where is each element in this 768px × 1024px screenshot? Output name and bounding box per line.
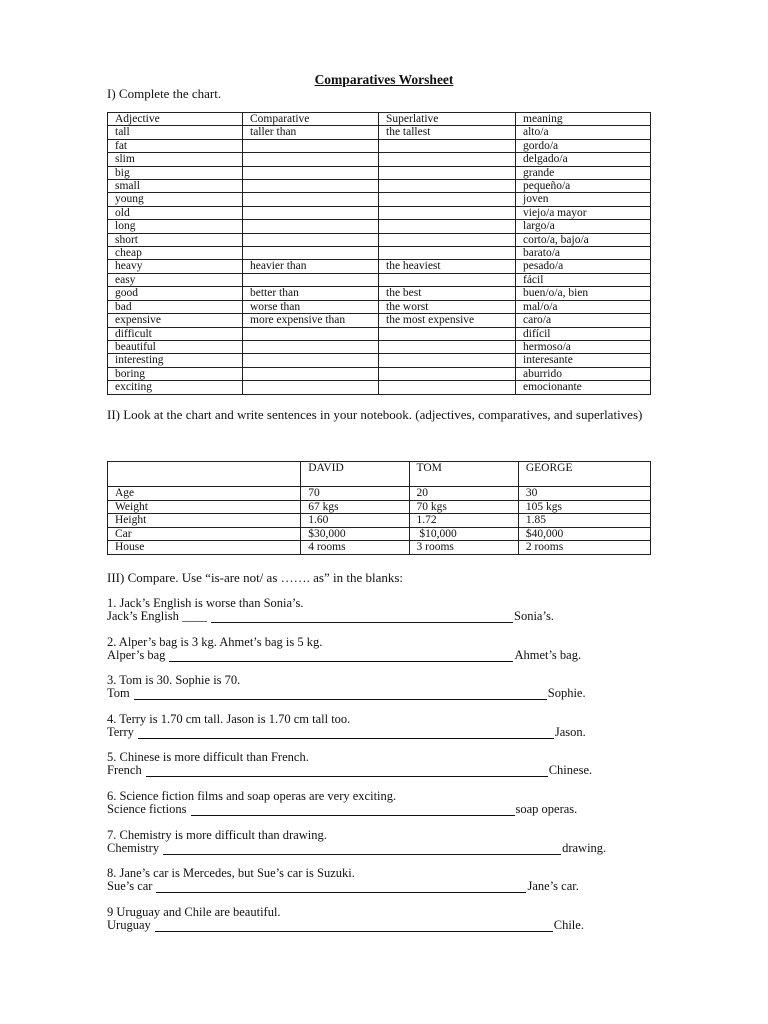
table-row	[108, 527, 651, 541]
answer-blank[interactable]	[155, 921, 553, 932]
exercise-start: Chemistry	[107, 840, 160, 855]
table-cell: delgado/a	[516, 153, 651, 166]
table-cell	[243, 327, 379, 340]
exercise-start: Science fictions	[107, 802, 187, 816]
exercise-item	[107, 906, 607, 932]
table-cell: the most expensive	[379, 314, 516, 327]
table-row	[108, 180, 651, 193]
table-cell: largo/a	[516, 220, 651, 233]
table-row	[108, 260, 651, 273]
page-title: Comparatives Worsheet	[314, 72, 454, 87]
table-cell: tall	[108, 126, 243, 139]
exercise-item	[107, 751, 607, 777]
chart-header-row	[108, 113, 651, 126]
table-cell	[379, 273, 516, 286]
table-cell	[243, 381, 379, 394]
table-cell	[243, 273, 379, 286]
table-cell	[379, 139, 516, 152]
answer-blank[interactable]	[191, 805, 515, 816]
table-cell: $10,000	[409, 527, 518, 541]
table-cell: big	[108, 166, 243, 179]
answer-blank[interactable]	[146, 766, 548, 777]
table-cell	[243, 206, 379, 219]
exercise-start: Jack’s English ____	[107, 609, 207, 623]
table-cell	[379, 354, 516, 367]
table-row	[108, 327, 651, 340]
table-row	[108, 487, 651, 501]
table-cell: long	[108, 220, 243, 233]
table-cell: young	[108, 193, 243, 206]
table-cell	[243, 340, 379, 353]
table-cell	[243, 367, 379, 380]
exercise-start: Sue’s car	[107, 879, 153, 894]
exercise-end: Chinese.	[548, 763, 593, 778]
table-cell	[379, 233, 516, 246]
exercise-item	[107, 829, 607, 855]
table-cell: heavier than	[243, 260, 379, 273]
table-cell: exciting	[108, 381, 243, 394]
section1-heading: I) Complete the chart.	[107, 86, 222, 101]
answer-blank[interactable]	[163, 844, 561, 855]
table-cell	[379, 247, 516, 260]
table-cell	[379, 327, 516, 340]
table-row	[108, 247, 651, 260]
table-cell: expensive	[108, 314, 243, 327]
exercise-start: French	[107, 763, 142, 778]
table-cell: the heaviest	[379, 260, 516, 273]
table-row	[108, 314, 651, 327]
people-header-cell: GEORGE	[518, 462, 650, 487]
chart-header-cell: Comparative	[243, 113, 379, 126]
exercise-answer-line	[107, 880, 607, 893]
table-cell: difícil	[516, 327, 651, 340]
table-cell: easy	[108, 273, 243, 286]
exercise-item	[107, 790, 607, 816]
table-cell: old	[108, 206, 243, 219]
table-row	[108, 193, 651, 206]
table-row	[108, 287, 651, 300]
exercise-sentence: 6. Science fiction films and soap operas are very exciting.	[107, 789, 397, 803]
adjective-chart	[107, 112, 651, 395]
chart-header-cell: Adjective	[108, 113, 243, 126]
table-cell: more expensive than	[243, 314, 379, 327]
table-cell: 4 rooms	[301, 541, 409, 555]
table-cell: pequeño/a	[516, 180, 651, 193]
table-cell: mal/o/a	[516, 300, 651, 313]
answer-blank[interactable]	[134, 689, 547, 700]
answer-blank[interactable]	[156, 882, 526, 893]
exercise-start: Uruguay	[107, 917, 151, 932]
table-cell: 1.85	[518, 514, 650, 528]
section3-heading: III) Compare. Use “is-are not/ as ……. as” in the blanks:	[107, 570, 404, 585]
table-cell: short	[108, 233, 243, 246]
table-cell: alto/a	[516, 126, 651, 139]
table-cell: interesante	[516, 354, 651, 367]
exercise-start: Tom	[107, 686, 130, 701]
exercise-sentence: 9 Uruguay and Chile are beautiful.	[107, 904, 281, 919]
table-cell: small	[108, 180, 243, 193]
table-row	[108, 139, 651, 152]
table-cell: House	[108, 541, 301, 555]
people-header-cell: TOM	[409, 462, 518, 487]
table-row	[108, 541, 651, 555]
table-row	[108, 206, 651, 219]
table-row	[108, 340, 651, 353]
answer-blank[interactable]	[211, 612, 513, 623]
table-cell	[243, 220, 379, 233]
answer-blank[interactable]	[169, 651, 513, 662]
exercise-answer-line	[107, 764, 607, 777]
exercise-answer-line	[107, 726, 607, 739]
table-cell: interesting	[108, 354, 243, 367]
table-cell: better than	[243, 287, 379, 300]
table-cell: cheap	[108, 247, 243, 260]
people-header-cell	[108, 462, 301, 487]
exercise-item	[107, 713, 607, 739]
table-cell: 105 kgs	[518, 500, 650, 514]
exercise-sentence: 2. Alper’s bag is 3 kg. Ahmet’s bag is 5 kg.	[107, 634, 323, 649]
exercise-end: Chile.	[553, 917, 584, 932]
table-cell: barato/a	[516, 247, 651, 260]
table-row	[108, 500, 651, 514]
table-cell	[243, 139, 379, 152]
exercise-end: Jason.	[554, 724, 586, 739]
table-cell: pesado/a	[516, 260, 651, 273]
table-cell: Car	[108, 527, 301, 541]
section2-heading: II) Look at the chart and write sentences in your notebook. (adjectives, comparatives, and superlatives)	[107, 407, 643, 422]
table-cell: boring	[108, 367, 243, 380]
exercise-sentence: 1. Jack’s English is worse than Sonia’s.	[107, 596, 304, 610]
table-cell: Age	[108, 487, 301, 501]
table-row	[108, 514, 651, 528]
table-cell: hermoso/a	[516, 340, 651, 353]
people-header-cell: DAVID	[301, 462, 409, 487]
exercise-sentence: 7. Chemistry is more difficult than drawing.	[107, 827, 327, 842]
table-cell	[379, 153, 516, 166]
exercise-answer-line	[107, 919, 607, 932]
table-cell: 20	[409, 487, 518, 501]
table-cell: 67 kgs	[301, 500, 409, 514]
table-cell: $30,000	[301, 527, 409, 541]
table-row	[108, 233, 651, 246]
table-cell: 70	[301, 487, 409, 501]
table-cell: 70 kgs	[409, 500, 518, 514]
table-cell	[379, 193, 516, 206]
exercise-answer-line	[107, 610, 607, 623]
people-header-row	[108, 462, 651, 487]
exercise-end: Sophie.	[547, 686, 586, 701]
table-cell	[379, 166, 516, 179]
table-cell	[243, 247, 379, 260]
exercise-sentence: 4. Terry is 1.70 cm tall. Jason is 1.70 cm tall too.	[107, 711, 351, 726]
exercise-sentence: 3. Tom is 30. Sophie is 70.	[107, 673, 241, 688]
exercise-sentence: 8. Jane’s car is Mercedes, but Sue’s car is Suzuki.	[107, 866, 355, 881]
exercise-end: Sonia’s.	[514, 609, 554, 623]
exercise-item	[107, 867, 607, 893]
table-cell: beautiful	[108, 340, 243, 353]
table-cell: 30	[518, 487, 650, 501]
exercise-end: drawing.	[562, 840, 607, 855]
table-cell: corto/a, bajo/a	[516, 233, 651, 246]
table-cell: 1.72	[409, 514, 518, 528]
table-row	[108, 381, 651, 394]
table-cell: the best	[379, 287, 516, 300]
table-cell: emocionante	[516, 381, 651, 394]
table-cell: taller than	[243, 126, 379, 139]
exercise-end: Jane’s car.	[527, 879, 579, 894]
table-cell: fat	[108, 139, 243, 152]
table-cell: $40,000	[518, 527, 650, 541]
table-cell: difficult	[108, 327, 243, 340]
exercise-item	[107, 597, 607, 623]
exercise-start: Alper’s bag	[107, 647, 166, 662]
table-row	[108, 300, 651, 313]
table-cell	[243, 354, 379, 367]
exercise-answer-line	[107, 803, 607, 816]
table-row	[108, 354, 651, 367]
table-cell: 1.60	[301, 514, 409, 528]
exercise-end: Ahmet’s bag.	[514, 647, 582, 662]
chart-header-cell: meaning	[516, 113, 651, 126]
table-row	[108, 166, 651, 179]
exercise-answer-line	[107, 687, 607, 700]
table-cell: 3 rooms	[409, 541, 518, 555]
table-cell	[243, 233, 379, 246]
table-row	[108, 126, 651, 139]
table-cell	[379, 340, 516, 353]
table-cell: caro/a	[516, 314, 651, 327]
table-cell: the worst	[379, 300, 516, 313]
table-cell: Height	[108, 514, 301, 528]
exercise-item	[107, 674, 607, 700]
table-cell	[379, 220, 516, 233]
table-cell: bad	[108, 300, 243, 313]
table-row	[108, 367, 651, 380]
table-row	[108, 153, 651, 166]
exercise-sentence: 5. Chinese is more difficult than French.	[107, 750, 309, 765]
table-cell	[243, 166, 379, 179]
table-cell	[243, 153, 379, 166]
table-cell: viejo/a mayor	[516, 206, 651, 219]
table-cell: slim	[108, 153, 243, 166]
table-row	[108, 273, 651, 286]
table-cell: aburrido	[516, 367, 651, 380]
table-cell: 2 rooms	[518, 541, 650, 555]
exercise-answer-line	[107, 842, 607, 855]
table-cell: Weight	[108, 500, 301, 514]
table-cell: heavy	[108, 260, 243, 273]
exercise-item	[107, 636, 607, 662]
table-cell: good	[108, 287, 243, 300]
table-cell: worse than	[243, 300, 379, 313]
table-cell: buen/o/a, bien	[516, 287, 651, 300]
table-cell	[243, 180, 379, 193]
table-cell	[243, 193, 379, 206]
table-cell: grande	[516, 166, 651, 179]
table-cell: joven	[516, 193, 651, 206]
table-cell	[379, 367, 516, 380]
people-chart	[107, 461, 651, 555]
table-cell	[379, 381, 516, 394]
table-cell: fácil	[516, 273, 651, 286]
answer-blank[interactable]	[138, 728, 554, 739]
table-cell	[379, 180, 516, 193]
exercise-answer-line	[107, 649, 607, 662]
exercise-start: Terry	[107, 724, 134, 739]
table-cell	[379, 206, 516, 219]
table-cell: gordo/a	[516, 139, 651, 152]
chart-header-cell: Superlative	[379, 113, 516, 126]
table-row	[108, 220, 651, 233]
exercise-end: soap operas.	[515, 802, 578, 816]
table-cell: the tallest	[379, 126, 516, 139]
